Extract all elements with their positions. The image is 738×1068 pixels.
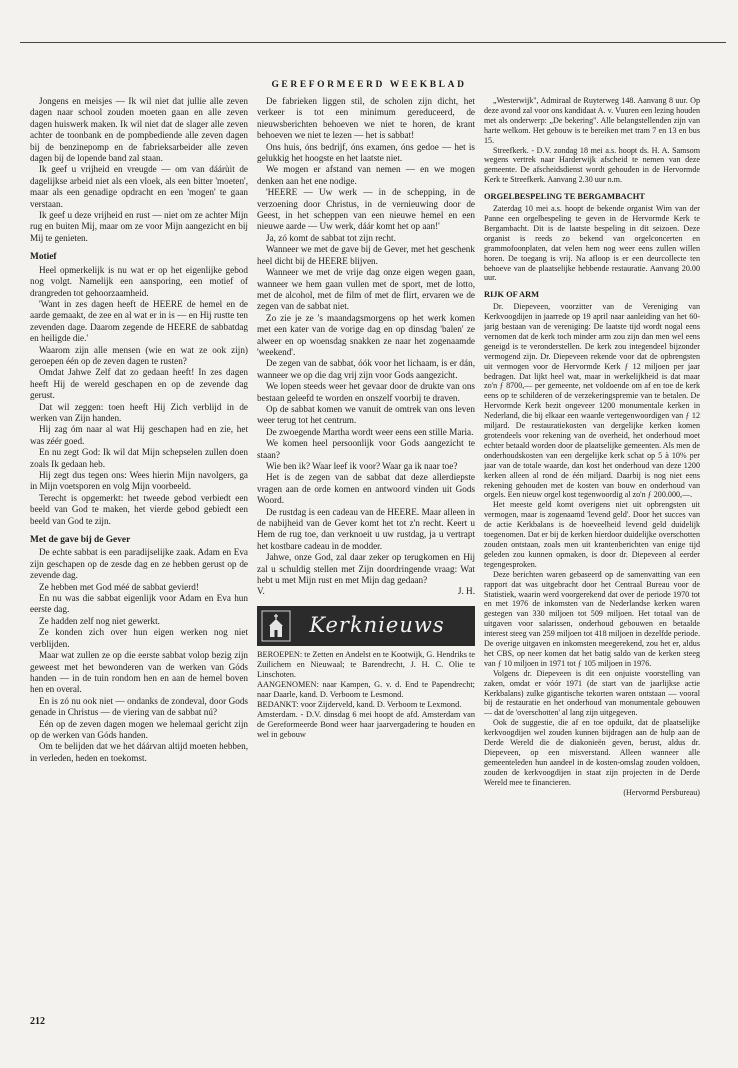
paragraph: Ze hebben met God méé de sabbat gevierd! bbox=[39, 581, 199, 592]
kerknieuws-items bbox=[257, 650, 475, 740]
paragraph: Het is de zegen van de sabbat dat deze allerdiepste vragen aan de orde komen en antwoord vinden uit Gods Woord. bbox=[257, 472, 475, 506]
paragraph: We lopen steeds weer het gevaar door de drukte van ons bestaan geleefd te worden en onszelf voorbij te draven. bbox=[257, 381, 475, 403]
paragraph: Ja, zó komt de sabbat tot zijn recht. bbox=[266, 232, 396, 243]
paragraph: Ons huis, óns bedrijf, óns examen, óns gedoe — het is gelukkig het hoogste en het laatste niet. bbox=[257, 141, 475, 164]
page-number: 212 bbox=[30, 1016, 45, 1027]
paragraph: Volgens dr. Diepeveen is dit een onjuiste voorstelling van zaken, omdat er vóór 1971 (de start van de jaarlijkse actie Kerkbalans) zulke gigantische tekorten waren ontstaan — vooral bij de restauratie en het onderhoud van monumentale gebouwen — dat de 'overschotten' al lang zijn uitgegeven. bbox=[484, 668, 700, 718]
paragraph: Waarom zijn alle mensen (wie en wat ze ook zijn) geroepen één op de zeven dagen te rusten? bbox=[30, 344, 248, 366]
paragraph: En nu zegt God: Ik wil dat Mijn schepselen zullen doen zoals Ik gedaan heb. bbox=[30, 447, 248, 469]
paragraph: Maar wat zullen ze op die eerste sabbat volop bezig zijn geweest met het bewonderen van de werken van Góds handen — in de tuin rondom hen en aan de hemel boven hen en overal. bbox=[30, 650, 248, 695]
paragraph: Zo zie je ze 's maandagsmorgens op het werk komen met een kater van de vorige dag en op dinsdag 'balen' ze alweer en op woensdag snakken ze naar het zogenaamde 'weekend'. bbox=[257, 312, 475, 357]
paragraph: Hij zag óm naar al wat Hij geschapen had en zie, het was zéér goed. bbox=[30, 424, 248, 446]
paragraph: Ik geef u vrijheid en vreugde — om van dáárùit de dagelijkse arbeid niet als een vloek, als een bitter 'moeten', maar als een genadige opdracht en een 'mogen' te gaan verstaan. bbox=[30, 164, 248, 209]
paragraph: Dat wil zeggen: toen heeft Hij Zich verblijd in de werken van Zijn handen. bbox=[30, 401, 248, 423]
paragraph: Terecht is opgemerkt: het tweede gebod verbiedt een beeld van God te maken, het vierde gebod gebiedt een beeld van God te zijn. bbox=[30, 492, 248, 526]
paragraph: Wie ben ik? Waar leef ik voor? Waar ga ik naar toe? bbox=[266, 461, 458, 471]
church-emblem-icon bbox=[261, 610, 291, 642]
paragraph: Dr. Diepeveen, voorzitter van de Vereniging van Kerkvoogdijen in jaarrede op 19 april naar aanleiding van het 60-jarig bestaan van de vereniging: De laatste tijd wordt nogal eens vernomen dat de kerk toch minder arm zou zijn dan men wel eens geneigd is te veronderstellen. De kerk zou integendeel bijzonder vermogend zijn. Dr. Diepeveen rekende voor dat de opbrengsten uit vermogen voor de Hervormde Kerk ƒ 12 miljoen per jaar bedragen. Dat lijkt heel wat, maar in werkelijkheid is dat maar zo'n ƒ 8700,— per gemeente, net voldoende om af en toe de kerk eens op te schilderen of de verzekeringspremie van te betalen. De Hervormde Kerk bezit ongeveer 1200 monumentale kerken in Nederland, die bij elkaar een waarde vertegenwoordigen van ƒ 12 miljard. De restauratiekosten van dergelijke kerken komen grotendeels voor rekening van de overheid, het onderhoud moet echter betaald worden door de plaatselijke gemeenten. Als men de onderhoudskosten van een dergelijke kerk schat op 5 à 10% per jaar van de totale waarde, dan kost het onderhoud van deze 1200 kerken alleen al rond de één miljard. Daarbij is nog niet eens rekening gehouden met de kosten van bouw en onderhoud van orgels. Een nieuw orgel kost tegenwoordig al zo'n ƒ 200.000,—. bbox=[484, 302, 700, 500]
paragraph: De zwoegende Martha wordt weer eens een stille Maria. bbox=[266, 426, 474, 437]
kerknieuws-banner bbox=[257, 606, 475, 646]
paragraph: Deze berichten waren gebaseerd op de samenvatting van een rapport dat was uitgebracht door het Centraal Bureau voor de Statistiek, waarin werd voorgerekend dat over de periode 1970 tot en met 1976 de inkomsten van de Nederlandse kerken waren gestegen van 330 miljoen tot 509 miljoen. Het totaal van de uitgaven voor salarissen, onderhoud gebouwen en betaalde interest steeg van 259 miljoen tot 418 miljoen in dezelfde periode. De overige uitgaven en inkomsten meegerekend, zou het er, aldus het CBS, op neer komen dat het batig saldo van de kerken steeg van ƒ 10 miljoen in 1971 tot ƒ 105 miljoen in 1976. bbox=[484, 569, 700, 668]
paragraph: Wanneer we met de vrije dag onze eigen wegen gaan, wanneer we hem gaan vullen met de sport, met de lotto, met de alcohol, met de film of met de flirt, ervaren we de zegen van de sabbat niet. bbox=[257, 267, 475, 312]
paragraph: Ook de suggestie, die af en toe opduikt, dat de plaatselijke kerkvoogdijen wel zouden kunnen bijdragen aan de hulp aan de Derde Wereld die de diakonieën geven, berust, aldus dr. Diepeveen, op een misverstand. Alleen wanneer alle gemeenteleden hun aandeel in de kosten-omslag zouden voldoen, zouden de kerkvoogdijen in staat zijn projecten in de Derde Wereld mee te financieren. bbox=[484, 718, 700, 787]
paragraph: De fabrieken liggen stil, de scholen zijn dicht, het verkeer is tot een minimum gereduceerd, de nieuwsberichten behoeven we niet te horen, de krant behoeven we niet te lezen — het is sabbat! bbox=[257, 96, 475, 141]
paragraph: Eén op de zeven dagen mogen we helemaal gericht zijn op de werken van Góds handen. bbox=[30, 718, 248, 740]
paragraph: Wanneer we met de gave bij de Gever, met het geschenk heel dicht bij de HEERE blijven. bbox=[257, 244, 475, 266]
kerknieuws-text: voor Zijderveld, kand. D. Verboom te Lexmond. bbox=[300, 699, 462, 709]
kerknieuws-text: te Zetten en Andelst en te Kootwijk, G. Hendriks te Zuilichem en Nieuwaal; te Barendrecht, J. H. C. Olie te Linschoten. bbox=[257, 649, 475, 679]
paragraph: Jongens en meisjes — Ik wil niet dat jullie alle zeven dagen naar school zouden moeten gaan en alle zeven dagen huiswerk maken. Ik wil niet dat de slager alle zeven achter de toonbank en de pompbediende alle zeven dagen bij de benzinepomp en de fabrieksarbeider alle zeven dagen bij de lopende band zal staan. bbox=[30, 96, 248, 164]
kerknieuws-item bbox=[257, 650, 475, 680]
paragraph: Ik geef u deze vrijheid en rust — niet om ze achter Mijn rug en buiten Mij, maar om ze voor Mijn aangezicht en bij Mij te genieten. bbox=[30, 210, 248, 243]
paragraph: De zegen van de sabbat, óók voor het lichaam, is er dán, wanneer we op die dag vrij zijn voor Gods aangezicht. bbox=[257, 358, 475, 380]
kerknieuws-label: BEDANKT: bbox=[257, 699, 299, 709]
paragraph: Jahwe, onze God, zal daar zeker op terugkomen en Hij zal u schuldig stellen met Zijn doordringende vraag: Wat hebt u met Mijn rust en met Mijn dag gedaan? bbox=[257, 552, 475, 586]
page-header: GEREFORMEERD WEEKBLAD bbox=[271, 80, 467, 90]
column-middle bbox=[257, 96, 475, 1014]
column-left bbox=[30, 96, 248, 1014]
kerknieuws-item bbox=[257, 680, 475, 700]
paragraph: En nu was die sabbat eigenlijk voor Adam en Eva hun eerste dag. bbox=[30, 593, 248, 615]
kerknieuws-title: Kerknieuws bbox=[309, 613, 445, 638]
kerknieuws-label: BEROEPEN: bbox=[257, 649, 303, 659]
kerknieuws-item bbox=[257, 710, 475, 740]
paragraph: Ze konden zich over hun eigen werken nog niet verblijden. bbox=[30, 627, 248, 649]
section-heading: Met de gave bij de Gever bbox=[30, 535, 131, 546]
kerknieuws-label: Amsterdam. bbox=[257, 709, 298, 719]
signature bbox=[257, 586, 475, 597]
kerknieuws-text: naar Kampen, G. v. d. End te Papendrecht; naar Daarle, kand. D. Verboom te Lesmond. bbox=[257, 679, 475, 699]
section-heading: Motief bbox=[30, 252, 57, 263]
paragraph: Omdat Jahwe Zelf dat zo gedaan heeft! In zes dagen heeft Hij de wereld geschapen en op de zevende dag gerust. bbox=[30, 367, 248, 401]
paragraph: We komen heel persoonlijk voor Gods aangezicht te staan? bbox=[257, 438, 475, 460]
paragraph: We mogen er afstand van nemen — en we mogen denken aan het ene nodige. bbox=[257, 164, 475, 186]
kerknieuws-text: - D.V. dinsdag 6 mei hoopt de afd. Amsterdam van de Gereformeerde Bond weer haar jaarvergadering te houden en wel in gebouw bbox=[257, 709, 475, 739]
top-rule bbox=[20, 42, 726, 43]
section-heading: ORGELBESPELING TE BERGAMBACHT bbox=[484, 192, 645, 202]
source-credit: (Hervormd Persbureau) bbox=[623, 787, 700, 797]
signature-left: V. bbox=[257, 586, 265, 597]
paragraph: Zaterdag 10 mei a.s. hoopt de bekende organist Wim van der Panne een orgelbespeling te geven in de Hervormde Kerk te Bergambacht. Dit is de laatste bespeling in dit seizoen. Deze organist is reeds zo bekend van orgelconcerten en grammofoonplaten, dat velen hem nog weer eens zullen willen horen. De toegang is vrij. Na afloop is er een deurcollecte ten behoeve van de plaatselijke hebbende restauratie. Aanvang 20.00 uur. bbox=[484, 204, 700, 283]
paragraph: Ze hadden zelf nog niet gewerkt. bbox=[39, 615, 160, 626]
paragraph: Om te belijden dat we het dáárvan altijd moeten hebben, in verleden, heden en toekomst. bbox=[30, 741, 248, 763]
column-middle-body bbox=[257, 96, 475, 586]
section-heading: RIJK OF ARM bbox=[484, 290, 540, 300]
signature-right: J. H. bbox=[457, 586, 475, 597]
column-right bbox=[484, 96, 700, 1014]
paragraph: En is zó nu ook niet — ondanks de zondeval, door Gods genade in Christus — de viering van de sabbat nú? bbox=[30, 695, 248, 718]
paragraph: Op de sabbat komen we vanuit de omtrek van ons leven weer terug tot het centrum. bbox=[257, 403, 475, 426]
paragraph: Hij zegt dus tegen ons: Wees hierin Mijn navolgers, ga in Mijn voetsporen en volg Mijn voorbeeld. bbox=[30, 470, 248, 492]
kerknieuws-item bbox=[257, 700, 475, 710]
paragraph: 'HEERE — Uw werk — in de schepping, in de verzoening door Christus, in de vernieuwing door de Geest, in het scheppen van een nieuwe hemel en een nieuwe aarde — Uw werk, dáár komt het op aan!' bbox=[257, 187, 475, 232]
kerknieuws-label: AANGENOMEN: bbox=[257, 679, 319, 689]
paragraph: De echte sabbat is een paradijselijke zaak. Adam en Eva zijn geschapen op de zesde dag en ze hebben gerust op de zevende dag. bbox=[30, 547, 248, 581]
paragraph: Streefkerk. - D.V. zondag 18 mei a.s. hoopt ds. H. A. Samsom wegens vertrek naar Harderwijk afscheid te nemen van deze gemeente. De afscheidsdienst wordt gehouden in de Hervormde Kerk te Streefkerk. Aanvang 2.30 uur n.m. bbox=[484, 145, 700, 185]
paragraph: 'Want in zes dagen heeft de HEERE de hemel en de aarde gemaakt, de zee en al wat er in is — en Hij rustte ten zevenden dage. Daarom zegende de HEERE de sabbatdag en heiligde die.' bbox=[30, 298, 248, 344]
paragraph: „Westerwijk", Admiraal de Ruyterweg 148. Aanvang 8 uur. Op deze avond zal voor ons kandidaat A. v. Vuuren een lezing houden met als onderwerp: „De bekering". Alle belangstellenden zijn van harte welkom. Het gebouw is te bereiken met tram 7 en 13 en bus 15. bbox=[484, 96, 700, 145]
paragraph: De rustdag is een cadeau van de HEERE. Maar alleen in de nabijheid van de Gever komt het tot z'n recht. Keert u Hem de rug toe, dan verknoeit u uw rustdag, ja u vertrapt het kostbare cadeau in de modder. bbox=[257, 506, 475, 551]
paragraph: Heel opmerkelijk is nu wat er op het eigenlijke gebod nog volgt. Namelijk een aansporing, een motief of drangreden tot gehoorzaamheid. bbox=[30, 264, 248, 298]
paragraph: Het meeste geld komt overigens niet uit opbrengsten uit vermogen, maar is zogenaamd 'levend geld'. Door het succes van de actie Kerkbalans is de hoeveelheid levend geld duidelijk toegenomen. Dat er bij de kerken hierdoor duidelijke overschotten zouden ontstaan, zoals men uit krantenberichten van enige tijd geleden zou kunnen opmaken, is door dr. Diepeveen al eerder tegengesproken. bbox=[484, 500, 700, 569]
